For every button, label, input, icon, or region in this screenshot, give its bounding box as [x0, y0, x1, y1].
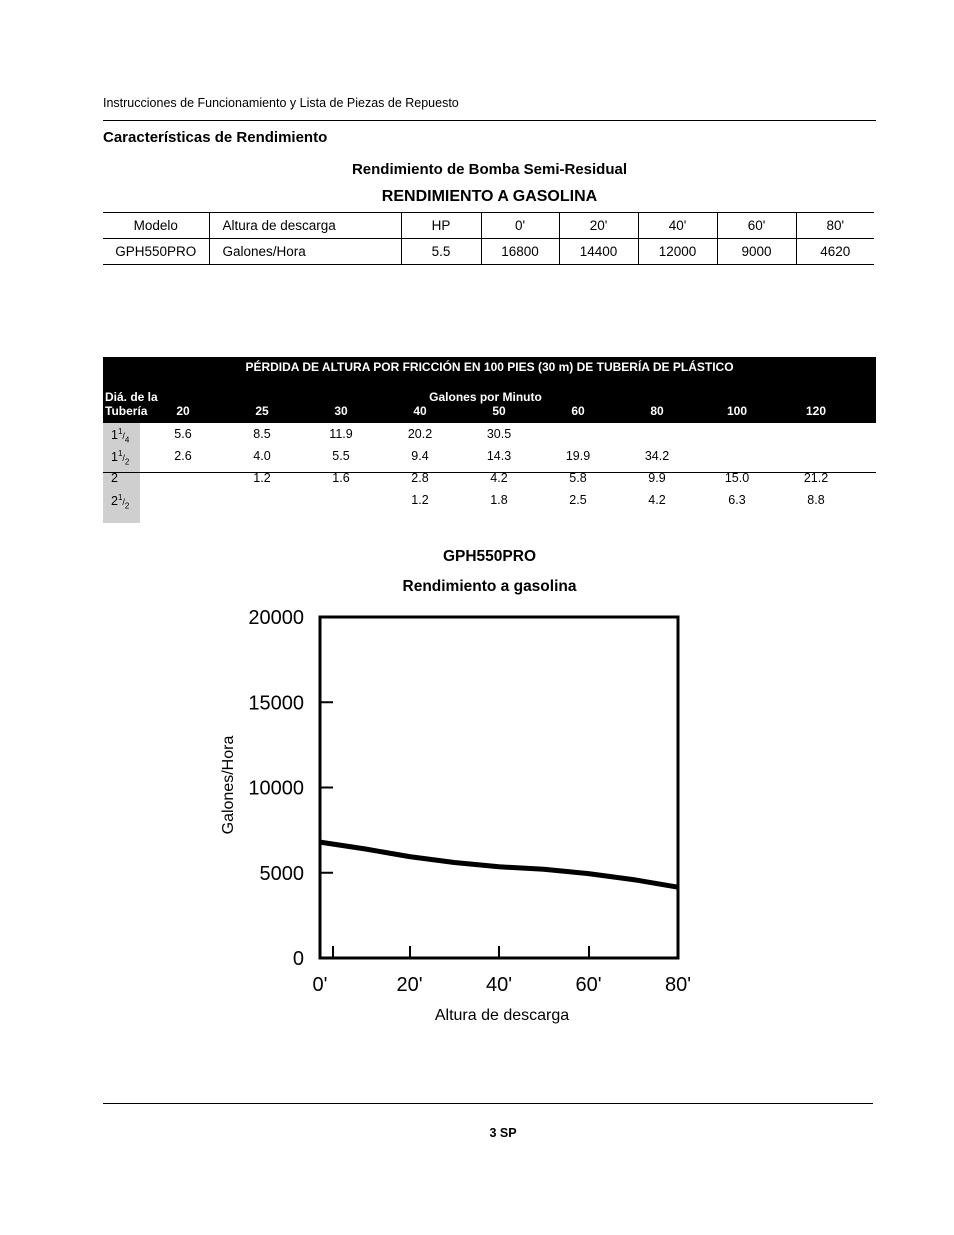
friction-value: 2.5	[569, 493, 587, 507]
y-axis-label: Galones/Hora	[220, 735, 237, 835]
y-tick-label: 15000	[248, 692, 304, 715]
friction-value: 6.3	[728, 493, 746, 507]
data-cell: 12000	[638, 239, 717, 265]
data-cell: 16800	[481, 239, 559, 265]
header-cell: 80'	[796, 213, 874, 239]
x-tick-label: 20'	[396, 974, 423, 996]
x-tick-label: 0'	[312, 974, 328, 996]
friction-value: 14.3	[486, 449, 512, 463]
friction-value: 30.5	[486, 427, 512, 441]
gpm-column-header: 60	[571, 404, 585, 418]
friction-value: 2.6	[174, 449, 192, 463]
gpm-column-header: 20	[176, 404, 190, 418]
friction-value: 8.5	[253, 427, 271, 441]
footer-rule	[103, 1103, 873, 1104]
data-cell: 14400	[559, 239, 638, 265]
header-cell: Altura de descarga	[209, 213, 401, 239]
data-cell: 4620	[796, 239, 874, 265]
friction-value: 5.5	[332, 449, 350, 463]
friction-value: 4.2	[490, 471, 508, 485]
friction-value: 20.2	[407, 427, 433, 441]
friction-value: 1.8	[490, 493, 508, 507]
performance-table-subtitle: RENDIMIENTO A GASOLINA	[381, 188, 598, 205]
friction-table-title: PÉRDIDA DE ALTURA POR FRICCIÓN EN 100 PIES (30 m) DE TUBERÍA DE PLÁSTICO	[245, 360, 734, 374]
y-tick-label: 5000	[259, 862, 304, 885]
friction-value: 1.6	[332, 471, 350, 485]
header-cell: 20'	[559, 213, 638, 239]
y-tick-label: 0	[292, 948, 304, 970]
performance-table-title: Rendimiento de Bomba Semi-Residual	[351, 161, 628, 178]
friction-value: 34.2	[644, 449, 670, 463]
friction-value: 2.8	[411, 471, 429, 485]
diameter-label-line-2: Tubería	[105, 404, 148, 418]
header-cell: Modelo	[103, 213, 209, 239]
gpm-column-header: 100	[726, 404, 748, 418]
friction-value: 4.2	[648, 493, 666, 507]
x-tick-label: 80'	[664, 974, 692, 996]
y-tick-label: 10000	[248, 777, 304, 800]
friction-value: 5.8	[569, 471, 587, 485]
friction-value: 9.9	[648, 471, 666, 485]
gpm-column-header: 50	[492, 404, 506, 418]
pipe-diameter-label: $1^1/_4$	[111, 427, 130, 445]
pipe-diameter-label: $1^1/_2$	[111, 449, 130, 467]
friction-value: 21.2	[803, 471, 829, 485]
chart-title: Rendimiento a gasolina	[402, 578, 577, 595]
x-tick-label: 40'	[485, 974, 513, 996]
data-cell: 5.5	[401, 239, 481, 265]
friction-value: 5.6	[174, 427, 192, 441]
friction-value: 1.2	[411, 493, 429, 507]
plot-frame	[320, 617, 678, 958]
section-title: Características de Rendimiento	[103, 129, 328, 146]
gpm-column-header: 40	[413, 404, 427, 418]
performance-curve	[320, 842, 678, 887]
pipe-diameter-label: 2	[111, 471, 118, 485]
friction-value: 15.0	[724, 471, 750, 485]
gpm-label: Galones por Minuto	[429, 390, 542, 404]
header-cell: 60'	[717, 213, 796, 239]
data-cell: 9000	[717, 239, 796, 265]
friction-value: 8.8	[807, 493, 825, 507]
gpm-column-header: 25	[255, 404, 269, 418]
page-number: 3 SP	[489, 1126, 517, 1140]
friction-value: 19.9	[565, 449, 591, 463]
header-cell: HP	[401, 213, 481, 239]
diameter-label-line-1: Diá. de la	[105, 390, 158, 404]
friction-value: 1.2	[253, 471, 271, 485]
x-tick-label: 60'	[575, 974, 602, 996]
gpm-column-header: 80	[650, 404, 664, 418]
data-cell: GPH550PRO	[103, 239, 209, 265]
y-tick-label: 20000	[248, 607, 304, 629]
header-cell: 40'	[638, 213, 717, 239]
chart-model-title: GPH550PRO	[442, 548, 537, 565]
friction-value: 4.0	[253, 449, 271, 463]
data-cell: Galones/Hora	[209, 239, 401, 265]
pipe-diameter-label: $2^1/_2$	[111, 493, 130, 511]
running-header: Instrucciones de Funcionamiento y Lista de Piezas de Repuesto	[103, 96, 459, 110]
x-axis-label: Altura de descarga	[434, 1007, 570, 1024]
friction-value: 9.4	[411, 449, 429, 463]
header-cell: 0'	[481, 213, 559, 239]
gpm-column-header: 120	[805, 404, 827, 418]
friction-value: 11.9	[329, 427, 353, 441]
gpm-column-header: 30	[334, 404, 348, 418]
